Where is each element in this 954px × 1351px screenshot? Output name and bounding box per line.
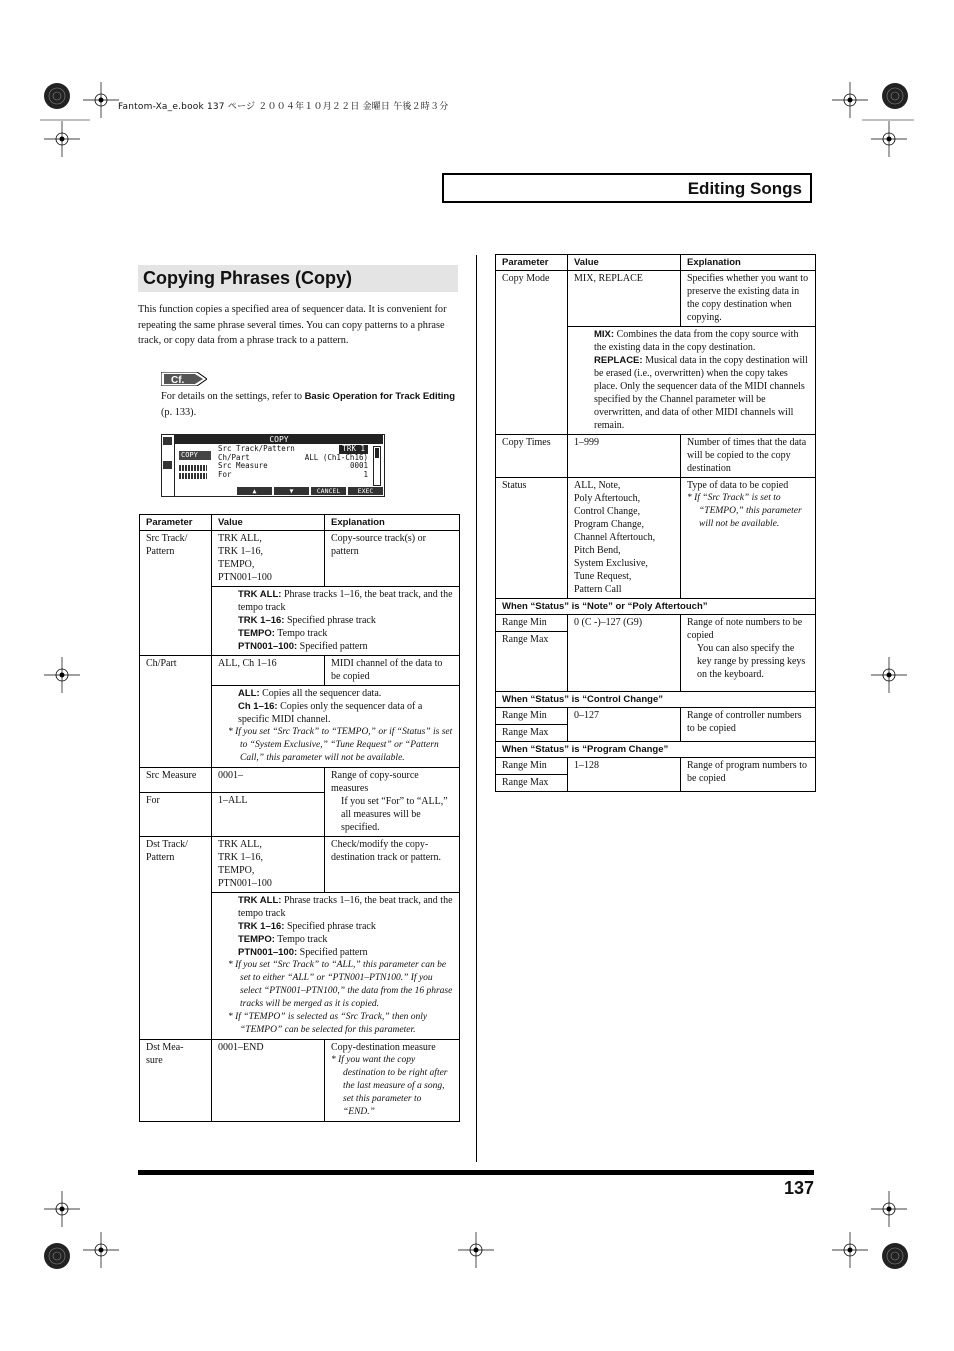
lcd-title: COPY (175, 435, 383, 444)
expl-src-track: Copy-source track(s) or pattern (325, 531, 460, 587)
section-header-box (442, 173, 812, 203)
value-dst-measure: 0001–END (212, 1040, 325, 1122)
col-param-header: Parameter (140, 515, 212, 531)
value-copy-times: 1–999 (568, 435, 681, 478)
footer-rule (138, 1170, 814, 1175)
param-src-measure: Src Measure (140, 768, 212, 793)
lcd-cancel-button[interactable]: CANCEL (311, 487, 346, 495)
value-src-measure: 0001– (212, 768, 325, 793)
page-number: 137 (783, 1178, 814, 1198)
band-control-change: When “Status” is “Control Change” (496, 692, 816, 708)
expl-pc-range: Range of program numbers to be copied (681, 758, 816, 792)
right-parameter-table (495, 254, 816, 792)
value-src-track: TRK ALL, TRK 1–16, TEMPO, PTN001–100 (212, 531, 325, 587)
expl-src-measure: Range of copy-source measures If you set “For” to “ALL,” all measures will be specified. (325, 768, 460, 837)
details-dst-track: TRK ALL: Phrase tracks 1–16, the beat track, and the tempo track TRK 1–16: Specified phrase track TEMPO: Tempo track PTN001–100: Specified pattern * If you set “Src Track” to “ALL,” this parameter can be set to either “ALL” or “PTN001–PTN100.” If you select “PTN001–PTN100,” the data from the 16 phrase tracks will be merged as it is copied. * If “TEMPO” is selected as “Src Track,” then only “TEMPO” can be selected for this parameter. (212, 893, 460, 1040)
band-note: When “Status” is “Note” or “Poly Aftertouch” (496, 599, 816, 615)
param-copy-mode: Copy Mode (496, 271, 568, 435)
param-for: For (140, 793, 212, 837)
param-dst-track: Dst Track/ Pattern (140, 837, 212, 1040)
value-dst-track: TRK ALL, TRK 1–16, TEMPO, PTN001–100 (212, 837, 325, 893)
value-pc-range: 1–128 (568, 758, 681, 792)
details-src-track: TRK ALL: Phrase tracks 1–16, the beat track, and the tempo track TRK 1–16: Specified phrase track TEMPO: Tempo track PTN001–100: Specified pattern (212, 587, 460, 656)
value-cc-range: 0–127 (568, 708, 681, 742)
param-copy-times: Copy Times (496, 435, 568, 478)
lcd-row[interactable]: Src Measure 0001 (218, 461, 368, 470)
value-ch-part: ALL, Ch 1–16 (212, 656, 325, 686)
lcd-row[interactable]: Src Track/Pattern TRK 1 (218, 445, 368, 454)
lcd-screen (161, 434, 385, 497)
value-copy-mode: MIX, REPLACE (568, 271, 681, 327)
param-range-max-pc: Range Max (496, 775, 568, 792)
expl-cc-range: Range of controller numbers to be copied (681, 708, 816, 742)
cf-suffix: (p. 133). (161, 406, 197, 418)
lcd-mode-label: COPY (179, 451, 211, 460)
lcd-down-button[interactable]: ▼ (274, 487, 309, 495)
param-range-max-note: Range Max (496, 632, 568, 692)
expl-copy-mode: Specifies whether you want to preserve the existing data in the copy destination when copying. (681, 271, 816, 327)
expl-dst-track: Check/modify the copy-destination track or pattern. (325, 837, 460, 893)
lcd-up-button[interactable]: ▲ (237, 487, 272, 495)
column-divider (476, 255, 477, 1162)
param-range-min-note: Range Min (496, 615, 568, 632)
col-value-header: Value (212, 515, 325, 531)
heading-text: Copying Phrases (Copy) (143, 268, 353, 288)
col-param-header: Parameter (496, 255, 568, 271)
details-copy-mode: MIX: Combines the data from the copy source with the existing data in the copy destination. REPLACE: Musical data in the copy destination will be erased (i.e., overwritten) when the copy takes place. Only the sequencer data of the MIDI channels specified by the Channel parameter will be overwritten, and data of other MIDI channels will remain. (568, 327, 816, 435)
cf-badge-text: Cf. (171, 375, 185, 386)
param-range-min-cc: Range Min (496, 708, 568, 725)
lcd-row[interactable]: For 1 (218, 469, 368, 479)
expl-note-range: Range of note numbers to be copied You can also specify the key range by pressing keys on the keyboard. (681, 615, 816, 692)
expl-status: Type of data to be copied * If “Src Track” is set to “TEMPO,” this parameter will not be available. (681, 478, 816, 599)
left-parameter-table (139, 514, 460, 1122)
param-status: Status (496, 478, 568, 599)
lcd-exec-button[interactable]: EXEC (348, 487, 383, 495)
section-title: Editing Songs (687, 179, 802, 198)
param-ch-part: Ch/Part (140, 656, 212, 768)
file-info-header: Fantom-Xa_e.book 137 ページ ２００４年１０月２２日 金曜日 午後２時３分 (118, 102, 449, 112)
expl-dst-measure: Copy-destination measure * If you want the copy destination to be right after the last measure of a song, set this parameter to “END.” (325, 1040, 460, 1122)
param-range-min-pc: Range Min (496, 758, 568, 775)
expl-ch-part: MIDI channel of the data to be copied (325, 656, 460, 686)
col-value-header: Value (568, 255, 681, 271)
lcd-scrollbar[interactable] (373, 446, 381, 486)
cf-link: Basic Operation for Track Editing (304, 391, 456, 402)
lcd-side-strip (162, 435, 175, 496)
intro-paragraph: This function copies a specified area of sequencer data. It is convenient for repeating the same phrase several times. You can copy patterns to a phrase track, or copy data from a phrase track to a pattern. (138, 304, 447, 347)
cf-prefix: For details on the settings, refer to (161, 391, 305, 402)
value-note-range: 0 (C -)–127 (G9) (568, 615, 681, 692)
col-expl-header: Explanation (325, 515, 460, 531)
param-src-track: Src Track/ Pattern (140, 531, 212, 656)
lcd-row[interactable]: Ch/Part ALL (Ch1-Ch16) (218, 452, 368, 462)
value-for: 1–ALL (212, 793, 325, 837)
page-heading (138, 265, 458, 292)
param-dst-measure: Dst Mea- sure (140, 1040, 212, 1122)
expl-copy-times: Number of times that the data will be copied to the copy destination (681, 435, 816, 478)
param-range-max-cc: Range Max (496, 725, 568, 742)
band-program-change: When “Status” is “Program Change” (496, 742, 816, 758)
cf-reference (161, 389, 458, 420)
col-expl-header: Explanation (681, 255, 816, 271)
details-ch-part: ALL: Copies all the sequencer data. Ch 1–16: Copies only the sequencer data of a specific MIDI channel. * If you set “Src Track” to “TEMPO,” or if “Status” is set to “System Exclusive,” “Tune Request” or “Pattern Call,” this parameter will not be available. (212, 686, 460, 768)
cf-icon (161, 372, 207, 386)
value-status: ALL, Note, Poly Aftertouch, Control Change, Program Change, Channel Aftertouch, Pitch Bend, System Exclusive, Tune Request, Pattern Call (568, 478, 681, 599)
